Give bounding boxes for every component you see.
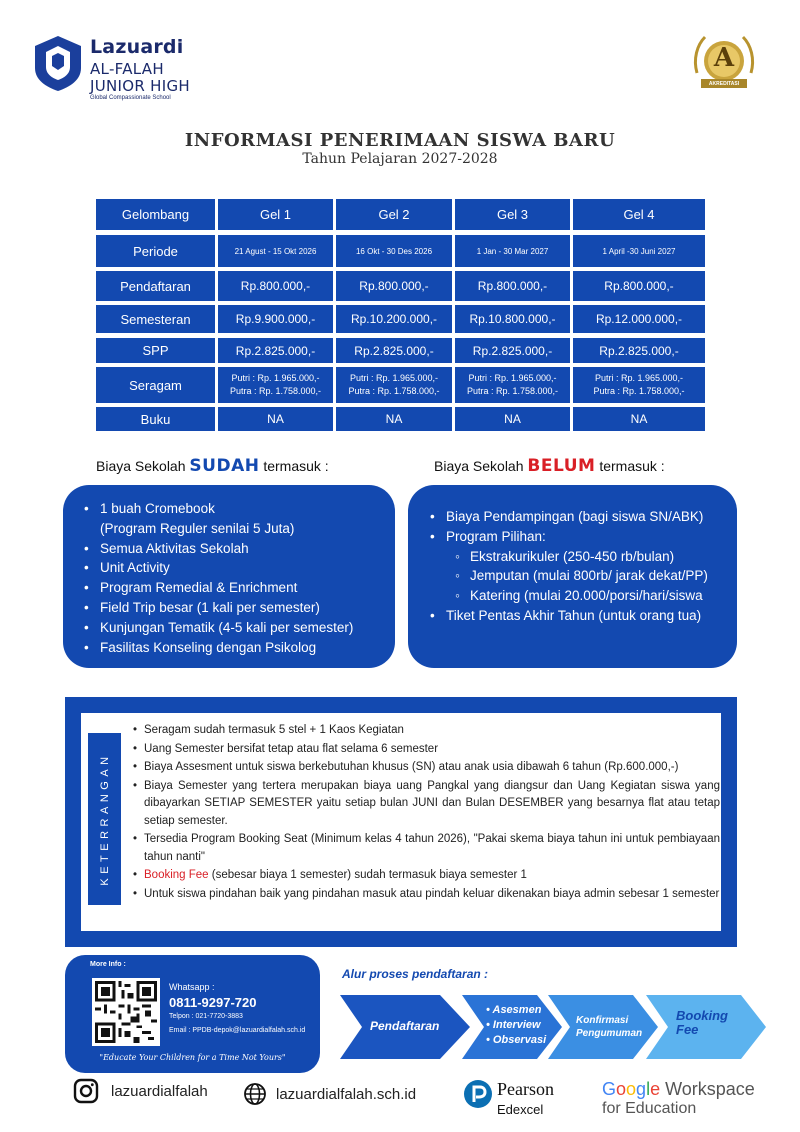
notes-label-tab (88, 733, 121, 905)
note-item: • Biaya Assesment untuk siswa berkebutuhan khusus (SN) atau anak usia dibawah 6 tahun (Rp.600.000,-) (144, 759, 720, 777)
fee-cell (218, 367, 333, 403)
list-item: • Biaya Pendampingan (bagi siswa SN/ABK) (446, 507, 708, 527)
phone-number[interactable]: Telpon : 021-7720-3883 (169, 1013, 243, 1020)
fee-cell: Rp.2.825.000,- (218, 338, 333, 363)
fee-row-label: SPP (96, 338, 215, 363)
process-step-registration (340, 995, 470, 1059)
step-line: Pengumuman (576, 1028, 643, 1039)
fee-cell: Rp.2.825.000,- (573, 338, 705, 363)
instagram-link[interactable] (73, 1078, 208, 1104)
fee-cell: 1 Jan - 30 Mar 2027 (455, 235, 570, 267)
fee-cell: Rp.10.800.000,- (455, 305, 570, 333)
fee-cell: NA (336, 407, 452, 431)
fee-cell-line: Putra : Rp. 1.758.000,- (593, 386, 685, 396)
included-suffix: termasuk : (263, 458, 329, 474)
fee-cell: Gel 4 (573, 199, 705, 230)
fee-cell-line: Putra : Rp. 1.758.000,- (348, 386, 440, 396)
contact-box (65, 955, 320, 1073)
accreditation-letter: A (713, 43, 735, 73)
booking-fee-label: Booking Fee (144, 869, 209, 881)
fee-cell: Rp.12.000.000,- (573, 305, 705, 333)
qr-code[interactable] (92, 978, 160, 1046)
fee-cell (336, 367, 452, 403)
notes-list (144, 722, 720, 904)
accreditation-label: AKREDITASI (708, 81, 740, 87)
fee-cell: Rp.800.000,- (336, 271, 452, 301)
note-item: • Tersedia Program Booking Seat (Minimum kelas 4 tahun 2026), "Pakai skema biaya tahun ini untuk pembiayaan tahun nanti" (144, 831, 720, 866)
notes-label: KETERRANGAN (98, 752, 111, 886)
list-subitem: ◦ Katering (mulai 20.000/porsi/hari/siswa (470, 586, 708, 606)
slogan: "Educate Your Children for a Time Not Yours" (99, 1053, 286, 1062)
note-item (144, 867, 720, 885)
fee-cell: NA (455, 407, 570, 431)
list-subitem: ◦ Ekstrakurikuler (250-450 rb/bulan) (470, 547, 708, 567)
google-letter-o1: o (616, 1079, 627, 1099)
list-item: • 1 buah Cromebook (100, 499, 353, 519)
fee-cell-line: Putri : Rp. 1.965.000,- (594, 373, 684, 383)
note-item: • Untuk siswa pindahan baik yang pindahan masuk atau pindah keluar dikenakan biaya admin sebesar 1 semester (144, 886, 720, 904)
more-info-label: More Info : (90, 961, 126, 968)
google-sub: for Education (602, 1100, 697, 1117)
pearson-icon (463, 1079, 493, 1109)
shield-logo-icon (32, 34, 84, 92)
fee-row-label: Gelombang (96, 199, 215, 230)
school-level: JUNIOR HIGH (90, 77, 190, 95)
excluded-prefix: Biaya Sekolah (434, 458, 524, 474)
fee-cell: Rp.2.825.000,- (455, 338, 570, 363)
accreditation-badge (687, 29, 761, 97)
google-letter-o2: o (626, 1079, 637, 1099)
fee-row-label: Periode (96, 235, 215, 267)
note-item: • Biaya Semester yang tertera merupakan biaya uang Pangkal yang diangsur dan Uang Kegiatan siswa yang dibayarkan SETIAP SEMESTER yaitu setiap bulan JUNI dan Bulan DESEMBER yang besarnya flat atau tetap setiap semester. (144, 778, 720, 831)
fee-cell: NA (573, 407, 705, 431)
list-item: • Kunjungan Tematik (4-5 kali per semester) (100, 618, 353, 638)
step-line: Konfirmasi (576, 1015, 629, 1026)
fee-cell-line: Putri : Rp. 1.965.000,- (349, 373, 439, 383)
fee-cell: 1 April -30 Juni 2027 (573, 235, 705, 267)
fee-cell: Rp.800.000,- (573, 271, 705, 301)
step-line: • Observasi (486, 1034, 547, 1046)
note-item: • Seragam sudah termasuk 5 stel + 1 Kaos Kegiatan (144, 722, 720, 740)
excluded-suffix: termasuk : (599, 458, 665, 474)
list-item: • Unit Activity (100, 558, 353, 578)
fee-cell: Gel 2 (336, 199, 452, 230)
google-letter-g2: g (636, 1079, 647, 1099)
google-letter-g: G (602, 1079, 617, 1099)
google-workspace-logo (602, 1077, 762, 1121)
process-step-label: Pendaftaran (370, 1019, 440, 1033)
fee-cell: Gel 3 (455, 199, 570, 230)
fee-cell: Rp.800.000,- (455, 271, 570, 301)
whatsapp-number[interactable]: 0811-9297-720 (169, 995, 257, 1010)
process-step-confirmation (548, 995, 658, 1059)
school-subname: AL-FALAH (90, 60, 164, 78)
list-item: • Tiket Pentas Akhir Tahun (untuk orang tua) (446, 606, 708, 626)
fee-cell (455, 367, 570, 403)
school-name: Lazuardi (90, 36, 184, 58)
process-title: Alur proses pendaftaran : (342, 967, 489, 981)
list-item: (Program Reguler senilai 5 Juta) (100, 520, 295, 536)
school-tagline: Global Compassionate School (90, 95, 171, 101)
step-line: Booking (676, 1008, 728, 1023)
process-step-label (576, 1014, 642, 1040)
instagram-handle: lazuardialfalah (111, 1082, 208, 1100)
page-subtitle: Tahun Pelajaran 2027-2028 (302, 151, 498, 167)
excluded-keyword: BELUM (527, 456, 596, 476)
booking-fee-text: (sebesar biaya 1 semester) sudah termasuk biaya semester 1 (211, 869, 527, 881)
included-heading (96, 456, 329, 476)
fee-cell: Rp.2.825.000,- (336, 338, 452, 363)
fee-cell (573, 367, 705, 403)
excluded-box (408, 485, 737, 668)
fee-cell-line: Putri : Rp. 1.965.000,- (468, 373, 557, 383)
google-letter-e: e (650, 1079, 661, 1099)
pearson-sub: Edexcel (497, 1102, 544, 1117)
fee-row-label: Buku (96, 407, 215, 431)
email-address[interactable]: Email : PPDB-depok@lazuardialfalah.sch.id (169, 1027, 306, 1034)
whatsapp-label: Whatsapp : (169, 982, 215, 992)
list-item: • Field Trip besar (1 kali per semester) (100, 598, 353, 618)
page-title: INFORMASI PENERIMAAN SISWA BARU (184, 130, 616, 151)
excluded-list (446, 507, 708, 626)
fee-row-label: Semesteran (96, 305, 215, 333)
fee-cell: NA (218, 407, 333, 431)
process-step-label (676, 1009, 728, 1037)
excluded-heading (434, 456, 665, 476)
step-line: • Asesmen (486, 1004, 542, 1016)
school-logo (32, 34, 197, 104)
website-url: lazuardialfalah.sch.id (276, 1085, 417, 1103)
included-box (63, 485, 395, 668)
list-item: • Program Remedial & Enrichment (100, 578, 353, 598)
process-step-assessment (462, 995, 562, 1059)
fee-cell-line: Putra : Rp. 1.758.000,- (229, 386, 322, 396)
process-step-booking (646, 995, 766, 1059)
included-prefix: Biaya Sekolah (96, 458, 186, 474)
included-keyword: SUDAH (189, 456, 260, 476)
note-item: • Uang Semester bersifat tetap atau flat selama 6 semester (144, 741, 720, 759)
fee-cell: Rp.10.200.000,- (336, 305, 452, 333)
fee-row-label: Seragam (96, 367, 215, 403)
included-list (100, 499, 353, 657)
google-letter-l: l (646, 1079, 651, 1099)
list-item: • Program Pilihan: (446, 527, 708, 547)
fee-cell: 21 Agust - 15 Okt 2026 (218, 235, 333, 267)
process-step-label (486, 1003, 546, 1048)
instagram-icon (73, 1078, 99, 1104)
fee-cell: 16 Okt - 30 Des 2026 (336, 235, 452, 267)
step-line: Fee (676, 1022, 699, 1037)
google-brand (602, 1079, 755, 1100)
pearson-logo (463, 1077, 573, 1122)
qr-code-icon (95, 981, 157, 1043)
list-subitem: ◦ Jemputan (mulai 800rb/ jarak dekat/PP) (470, 566, 708, 586)
fee-row-label: Pendaftaran (96, 271, 215, 301)
google-product: Workspace (665, 1079, 755, 1099)
fee-cell: Gel 1 (218, 199, 333, 230)
list-item: • Fasilitas Konseling dengan Psikolog (100, 638, 353, 658)
website-link[interactable] (243, 1082, 416, 1106)
list-item: • Semua Aktivitas Sekolah (100, 539, 353, 559)
fee-cell-line: Putri : Rp. 1.965.000,- (231, 373, 320, 383)
pearson-name: Pearson (497, 1079, 554, 1099)
fee-cell: Rp.9.900.000,- (218, 305, 333, 333)
fee-cell-line: Putra : Rp. 1.758.000,- (466, 386, 559, 396)
fee-cell: Rp.800.000,- (218, 271, 333, 301)
step-line: • Interview (486, 1019, 541, 1031)
globe-icon (243, 1082, 267, 1106)
